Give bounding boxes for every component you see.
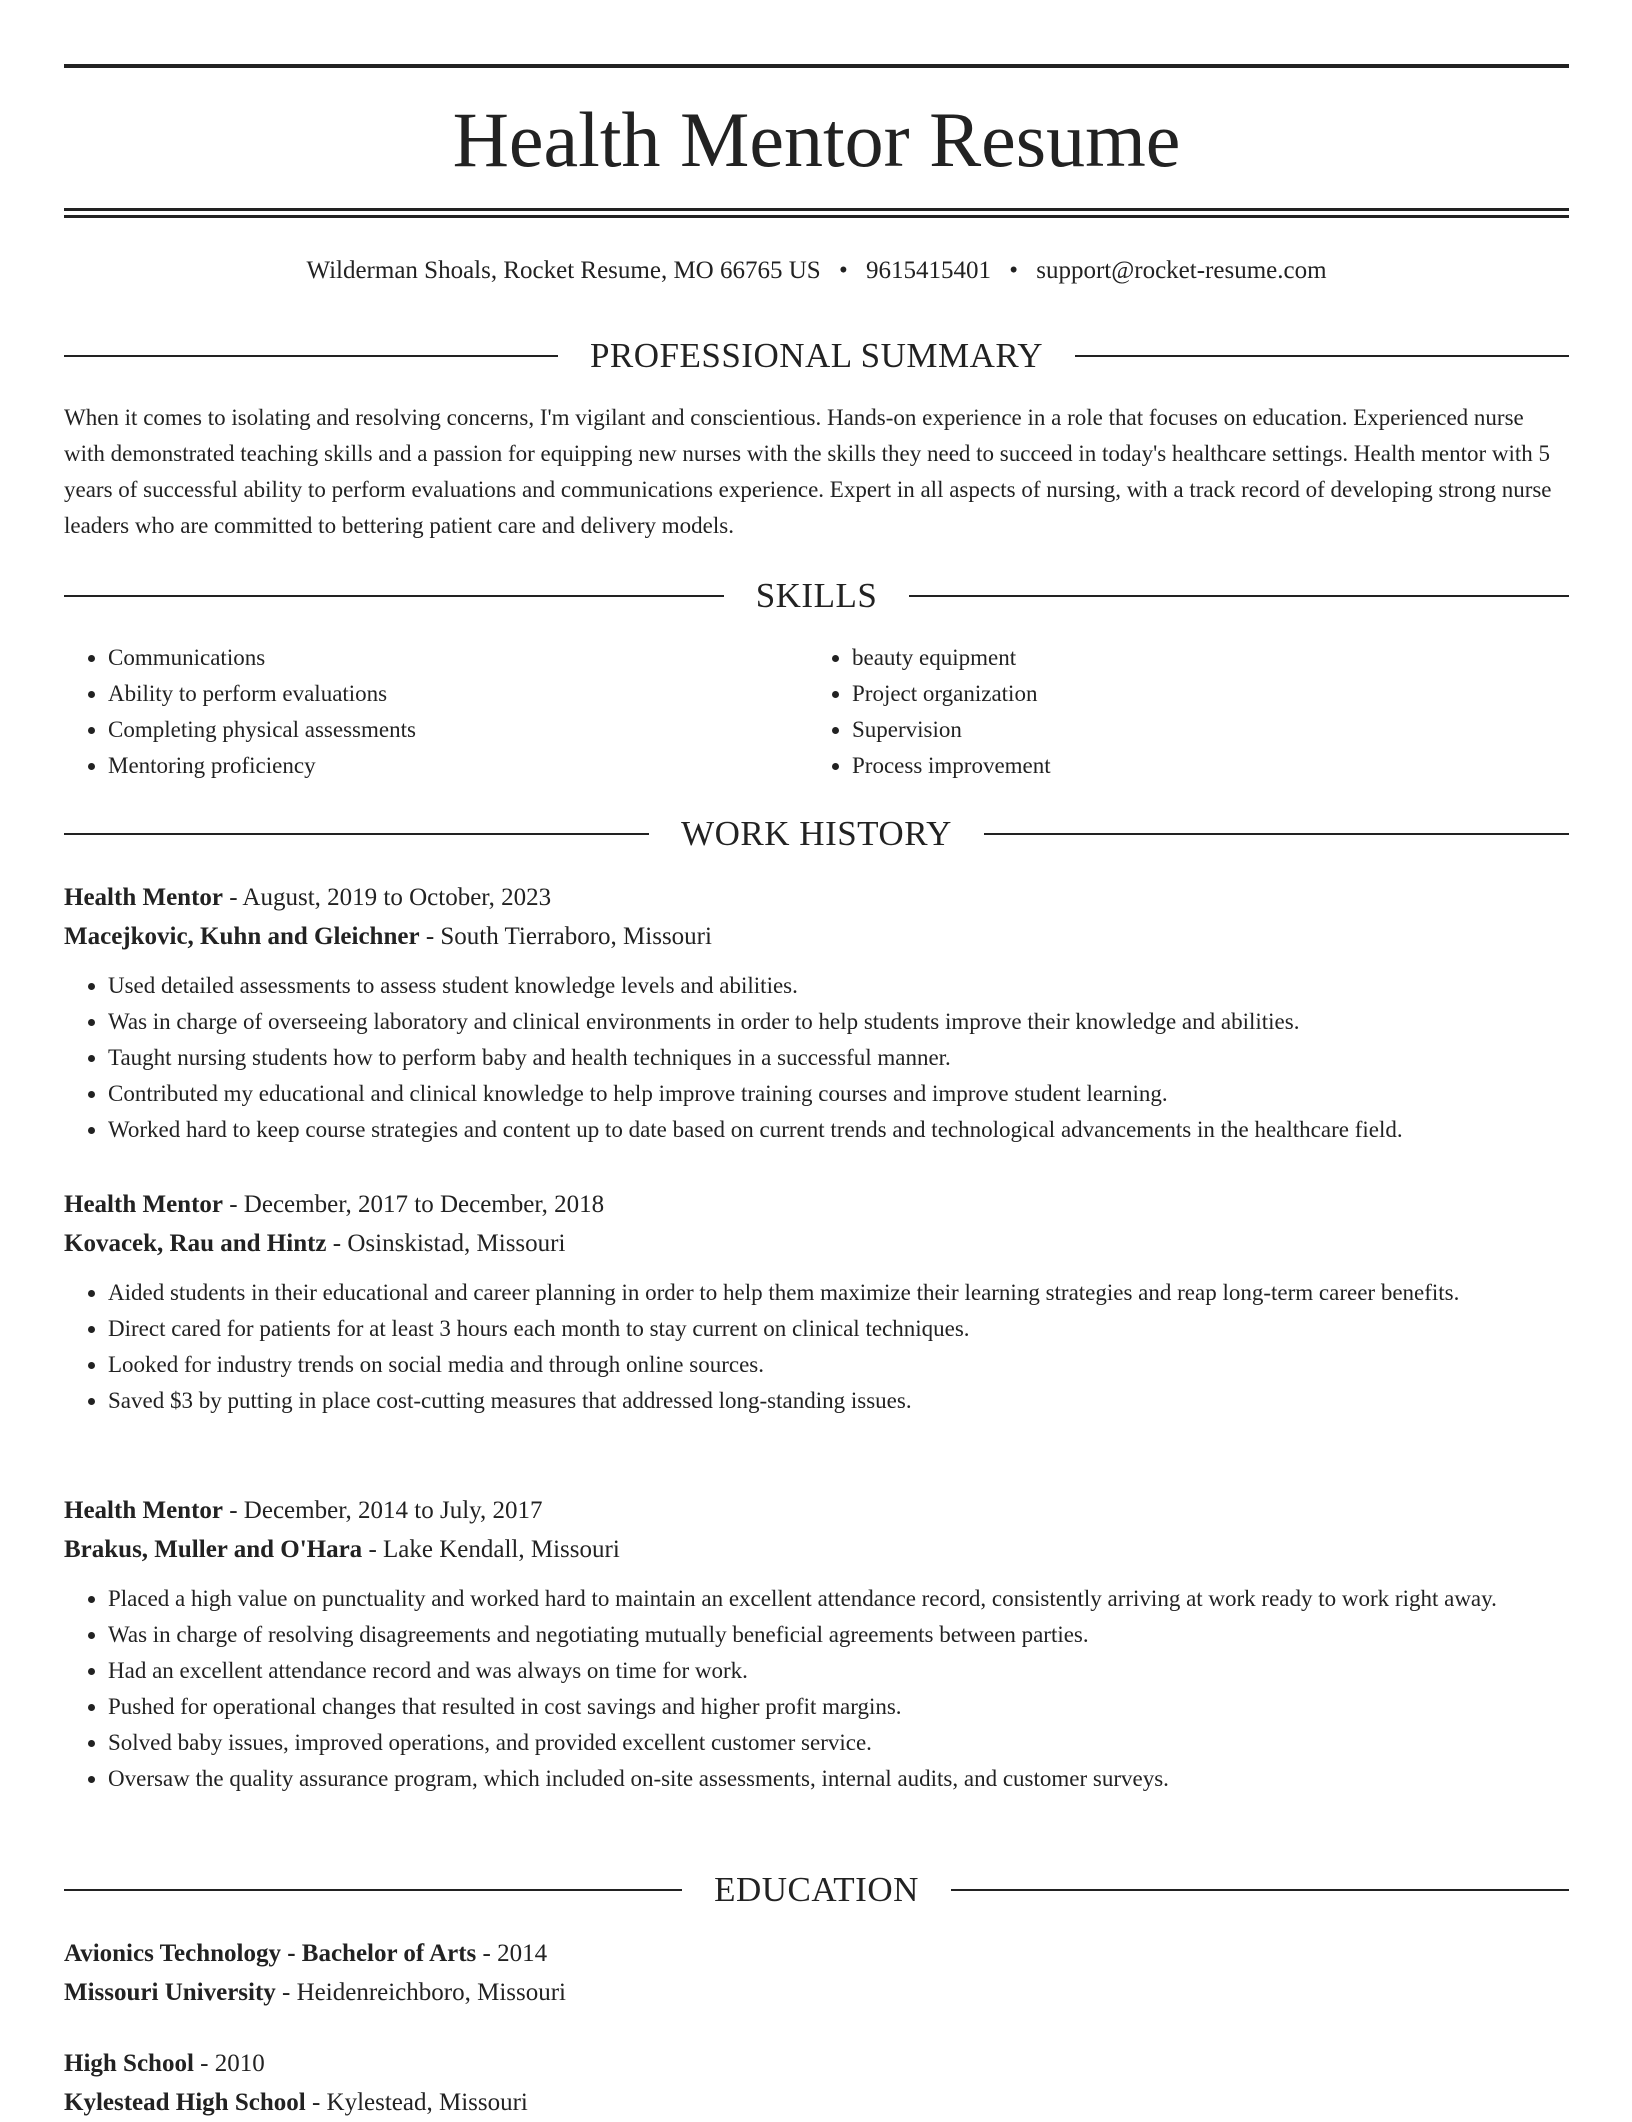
skill-item: • beauty equipment [852,640,1550,676]
job-company-line [64,917,1569,956]
skill-item: • Completing physical assessments [108,712,806,748]
section-rule [64,595,724,597]
skill-item: • Mentoring proficiency [108,748,806,784]
job-location: - South Tierraboro, Missouri [419,923,712,950]
job-bullet: • Saved $3 by putting in place cost-cutting measures that addressed long-standing issues. [108,1383,1569,1419]
skill-item: • Communications [108,640,806,676]
section-rule [64,355,558,357]
education-degree-line [64,2044,1569,2083]
skill-item: • Process improvement [852,748,1550,784]
skill-item: • Supervision [852,712,1550,748]
job-company: Macejkovic, Kuhn and Gleichner [64,923,420,950]
top-rule [64,64,1569,68]
skills-column-left [64,640,806,784]
skills-column-right [806,640,1550,784]
education-year: - 2010 [193,2050,265,2077]
summary-text: When it comes to isolating and resolving concerns, I'm vigilant and conscientious. Hands-on experience in a role that focuses on education. Experienced nurse with demonstrated teaching skills and a passion for equipping new nurses with the skills they need to succeed in today's healthcare settings. Health mentor with 5 years of successful ability to perform evaluations and communications experience. Expert in all aspects of nursing, with a track record of developing strong nurse leaders who are committed to bettering patient care and delivery models. [64,405,1552,538]
job-entry [64,878,1569,1148]
job-bullet: • Worked hard to keep course strategies and content up to date based on current trends and technological advancements in the healthcare field. [108,1112,1569,1148]
skill-item: • Project organization [852,676,1550,712]
section-rule [951,1889,1569,1891]
job-bullet: • Solved baby issues, improved operations, and provided excellent customer service. [108,1725,1569,1761]
job-dates: - December, 2014 to July, 2017 [222,1497,543,1524]
education-school: Missouri University [64,1979,276,2006]
contact-line [64,252,1569,290]
job-bullet: • Contributed my educational and clinical knowledge to help improve training courses and improve student learning. [108,1076,1569,1112]
section-rule [64,1889,682,1891]
skills-list [64,640,1569,784]
job-title-line [64,1491,1569,1530]
section-rule [984,833,1569,835]
education-year: - 2014 [476,1940,548,1967]
job-bullet: • Aided students in their educational and career planning in order to help them maximize their learning strategies and reap long-term career benefits. [108,1275,1569,1311]
section-heading-education [64,1867,1569,1913]
contact-separator: • [838,257,848,284]
job-bullets [64,1275,1569,1419]
section-title: WORK HISTORY [681,814,952,853]
contact-address: Wilderman Shoals, Rocket Resume, MO 66765 US [306,257,821,284]
job-title: Health Mentor [64,1497,223,1524]
education-degree: High School [64,2050,194,2077]
education-location: - Heidenreichboro, Missouri [275,1979,567,2006]
job-bullet: • Taught nursing students how to perform baby and health techniques in a successful manner. [108,1040,1569,1076]
education-entry [64,1934,1569,2012]
education-degree-line [64,1934,1569,1973]
section-rule [64,833,649,835]
education-entry [64,2044,1569,2122]
section-heading-work [64,811,1569,857]
section-title: SKILLS [755,576,878,615]
job-bullet: • Placed a high value on punctuality and worked hard to maintain an excellent attendance record, consistently arriving at work ready to work right away. [108,1581,1569,1617]
job-company-line [64,1224,1569,1263]
education-degree: Avionics Technology - Bachelor of Arts [64,1940,477,1967]
job-location: - Lake Kendall, Missouri [362,1536,620,1563]
job-title-line [64,878,1569,917]
job-bullet: • Looked for industry trends on social media and through online sources. [108,1347,1569,1383]
section-title: EDUCATION [714,1870,919,1909]
job-entry [64,1185,1569,1419]
job-title: Health Mentor [64,884,223,911]
job-dates: - August, 2019 to October, 2023 [222,884,552,911]
contact-phone[interactable]: 9615415401 [865,257,991,284]
job-dates: - December, 2017 to December, 2018 [222,1191,605,1218]
page-title: Health Mentor Resume [452,96,1181,183]
job-company: Kovacek, Rau and Hintz [64,1230,327,1257]
job-title-line [64,1185,1569,1224]
job-title: Health Mentor [64,1191,223,1218]
section-title: PROFESSIONAL SUMMARY [589,336,1044,375]
contact-email[interactable]: support@rocket-resume.com [1036,257,1327,284]
job-bullet: • Oversaw the quality assurance program, which included on-site assessments, internal audits, and customer surveys. [108,1761,1569,1797]
job-bullet: • Was in charge of resolving disagreements and negotiating mutually beneficial agreements between parties. [108,1617,1569,1653]
job-bullet: • Direct cared for patients for at least 3 hours each month to stay current on clinical techniques. [108,1311,1569,1347]
job-bullet: • Pushed for operational changes that resulted in cost savings and higher profit margins. [108,1689,1569,1725]
job-location: - Osinskistad, Missouri [326,1230,566,1257]
education-school-line [64,2083,1569,2122]
job-entry [64,1491,1569,1797]
education-school-line [64,1973,1569,2012]
job-bullets [64,968,1569,1148]
job-bullet: • Used detailed assessments to assess student knowledge levels and abilities. [108,968,1569,1004]
skill-item: • Ability to perform evaluations [108,676,806,712]
section-rule [909,595,1569,597]
title-rule-lower [64,215,1569,218]
job-bullet: • Had an excellent attendance record and was always on time for work. [108,1653,1569,1689]
job-bullets [64,1581,1569,1797]
section-rule [1075,355,1569,357]
title-rule-upper [64,208,1569,211]
education-location: - Kylestead, Missouri [305,2089,528,2116]
section-heading-summary [64,333,1569,379]
job-company: Brakus, Muller and O'Hara [64,1536,363,1563]
contact-separator: • [1009,257,1018,284]
job-bullet: • Was in charge of overseeing laboratory and clinical environments in order to help students improve their knowledge and abilities. [108,1004,1569,1040]
section-heading-skills [64,573,1569,619]
education-school: Kylestead High School [64,2089,306,2116]
job-company-line [64,1530,1569,1569]
